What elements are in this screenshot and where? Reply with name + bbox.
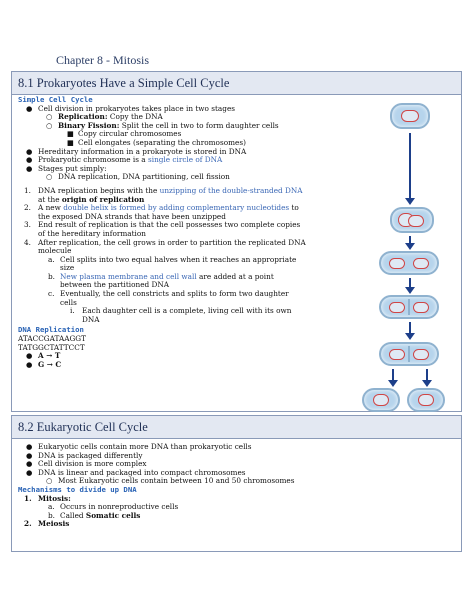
arrow-icon <box>409 133 411 199</box>
lettered-item: a. Occurs in nonreproductive cells <box>48 502 179 512</box>
base-pair: ● G → C <box>26 359 62 369</box>
bullet-item: ● Cell division is more complex <box>26 459 147 469</box>
bullet-item: ● DNA is linear and packaged into compact chromosomes <box>26 467 246 477</box>
numbered-item: 3. End result of replication is that the cell possesses two complete copies <box>24 220 301 230</box>
base-pair: ● A → T <box>26 351 61 361</box>
numbered-item: 2. Meiosis <box>24 519 70 529</box>
lettered-item-cont: cells <box>60 297 77 307</box>
bacterium-cell-icon <box>390 207 434 233</box>
section-heading: 8.2 Eukaryotic Cell Cycle <box>12 416 461 439</box>
lettered-item: c. Eventually, the cell constricts and splits to form two daughter <box>48 289 289 299</box>
numbered-item: 2. A new double helix is formed by adding complementary nucleotides to <box>24 203 299 213</box>
arrow-head-icon <box>405 198 415 205</box>
binary-fission-diagram <box>362 95 457 415</box>
numbered-item-cont: the exposed DNA strands that have been unzipped <box>38 211 226 221</box>
numbered-item: 1. Mitosis: <box>24 493 71 503</box>
sub-bullet-item: ○ Binary Fission: Split the cell in two to form daughter cells <box>46 120 279 130</box>
bullet-item: ● Hereditary information in a prokaryote is stored in DNA <box>26 146 247 156</box>
sub-bullet-item: ○ DNA replication, DNA partitioning, cell fission <box>46 172 230 182</box>
bacterium-cell-icon <box>379 251 439 275</box>
bacterium-cell-icon <box>390 103 430 129</box>
dna-sequence: TATGGCTATTCCT <box>18 342 85 352</box>
arrow-head-icon <box>405 287 415 294</box>
numbered-item-cont: of the hereditary information <box>38 228 146 238</box>
bullet-item: ● Prokaryotic chromosome is a single circle of DNA <box>26 155 223 165</box>
section-prokaryotes <box>11 71 462 412</box>
section-content <box>18 96 354 369</box>
bullet-item: ● Eukaryotic cells contain more DNA than prokaryotic cells <box>26 442 252 451</box>
arrow-head-icon <box>405 333 415 340</box>
arrow-head-icon <box>422 380 432 387</box>
section-eukaryotes <box>11 415 462 552</box>
bullet-item: ● Cell division in prokaryotes takes place in two stages <box>26 103 236 113</box>
arrow-head-icon <box>388 380 398 387</box>
roman-item: i. Each daughter cell is a complete, living cell with its own <box>70 306 292 316</box>
daughter-cell-icon <box>362 388 400 412</box>
lettered-item: b. New plasma membrane and cell wall are added at a point <box>48 271 274 281</box>
bacterium-cell-icon <box>379 295 439 319</box>
roman-item-cont: DNA <box>82 314 100 324</box>
lettered-item: b. Called Somatic cells <box>48 510 141 520</box>
sub-sub-bullet-item: ■ Copy circular chromosomes <box>67 129 182 139</box>
lettered-item-cont: size <box>60 263 75 273</box>
sub-bullet-item: ○ Replication: Copy the DNA <box>46 112 163 122</box>
bacterium-cell-icon <box>379 342 439 366</box>
subheading-dna-replication: DNA Replication <box>18 325 84 335</box>
section-heading: 8.1 Prokaryotes Have a Simple Cell Cycle <box>12 72 461 95</box>
arrow-head-icon <box>405 243 415 250</box>
sub-bullet-item: ○ Most Eukaryotic cells contain between 10 and 50 chromosomes <box>46 476 295 486</box>
subheading-simple-cell-cycle: Simple Cell Cycle <box>18 95 93 104</box>
dna-sequence: ATACCGATAAGGT <box>18 334 87 344</box>
sub-sub-bullet-item: ■ Cell elongates (separating the chromosomes) <box>67 137 246 147</box>
daughter-cell-icon <box>407 388 445 412</box>
numbered-item: 4. After replication, the cell grows in order to partition the replicated DNA <box>24 237 306 247</box>
lettered-item-cont: between the partitioned DNA <box>60 280 170 290</box>
numbered-item-cont: at the origin of replication <box>38 194 145 204</box>
numbered-item-cont: molecule <box>38 246 72 256</box>
chapter-title: Chapter 8 - Mitosis <box>56 53 149 67</box>
bullet-item: ● Stages put simply: <box>26 163 107 173</box>
lettered-item: a. Cell splits into two equal halves when it reaches an appropriate <box>48 254 297 264</box>
subheading-mechanisms: Mechanisms to divide up DNA <box>18 484 137 494</box>
numbered-item: 1. DNA replication begins with the unzipping of the double-stranded DNA <box>24 185 303 195</box>
section-content <box>18 443 438 529</box>
bullet-item: ● DNA is packaged differently <box>26 450 143 460</box>
